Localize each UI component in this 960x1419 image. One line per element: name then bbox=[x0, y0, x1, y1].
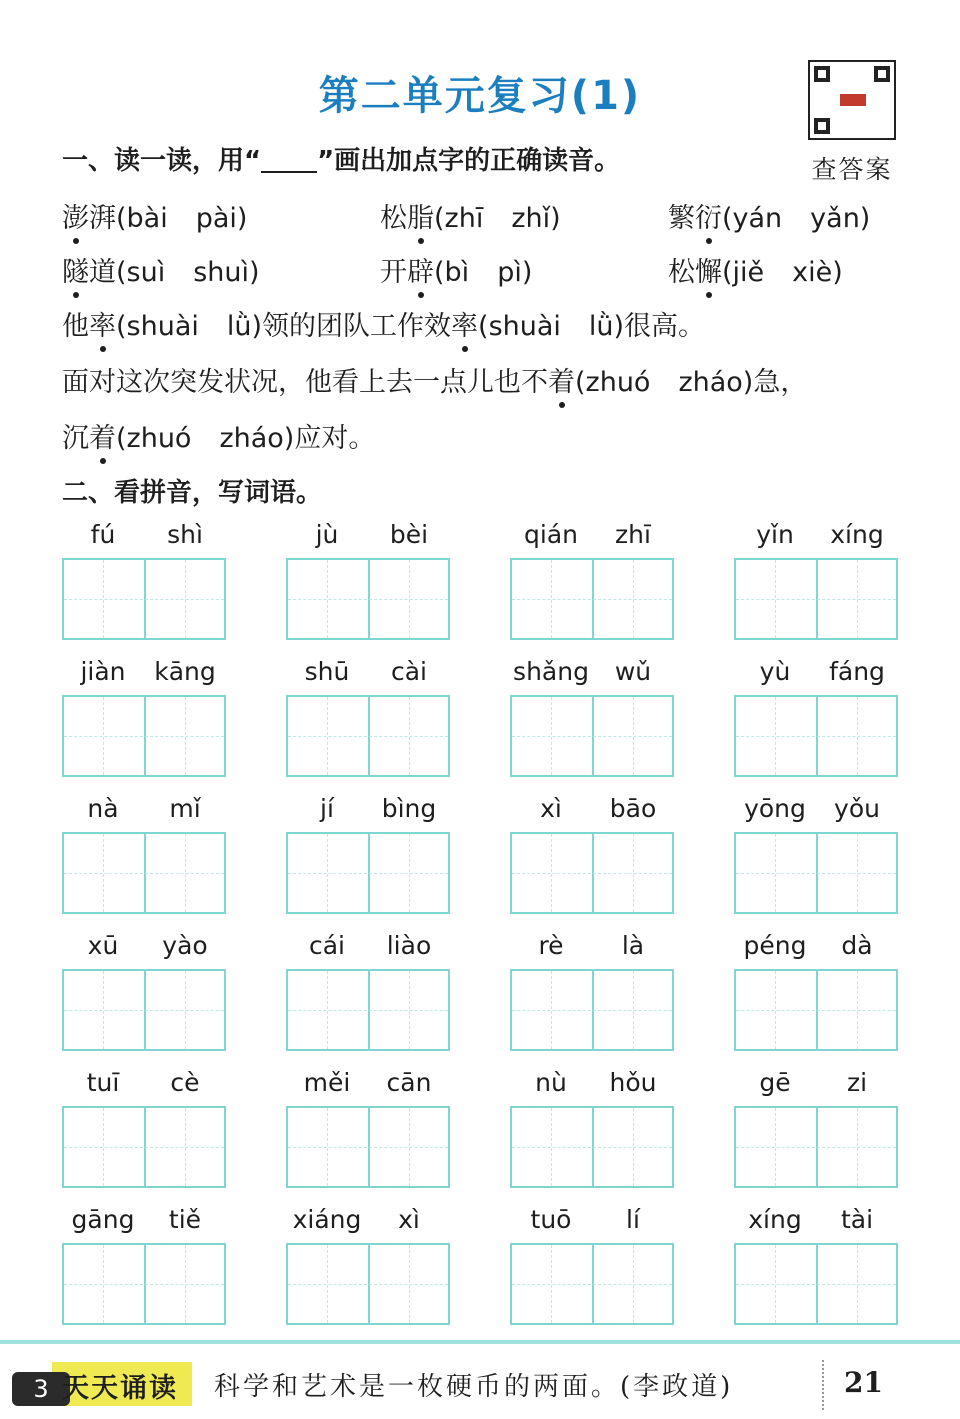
writing-boxes[interactable] bbox=[734, 558, 898, 640]
writing-boxes[interactable] bbox=[62, 695, 226, 777]
pinyin-syllable: wǔ bbox=[614, 657, 652, 686]
pinyin-syllable: gāng bbox=[71, 1205, 135, 1234]
writing-boxes[interactable] bbox=[286, 695, 450, 777]
word-item: 澎湃(bài pài) bbox=[62, 203, 248, 234]
pinyin-syllable: xū bbox=[87, 931, 119, 960]
pinyin-pair bbox=[510, 931, 674, 965]
pinyin-syllable: rè bbox=[538, 931, 564, 960]
daily-quote: 科学和艺术是一枚硬币的两面。(李政道) bbox=[214, 1372, 734, 1402]
page-number: 21 bbox=[844, 1366, 883, 1399]
pinyin-pair bbox=[62, 931, 226, 965]
word-item: 隧道(suì shuì) bbox=[62, 257, 260, 288]
pinyin-pair bbox=[734, 520, 898, 554]
writing-boxes[interactable] bbox=[286, 832, 450, 914]
pinyin-syllable: nà bbox=[87, 794, 119, 823]
writing-boxes[interactable] bbox=[286, 1106, 450, 1188]
writing-boxes[interactable] bbox=[734, 832, 898, 914]
writing-boxes[interactable] bbox=[510, 832, 674, 914]
pinyin-syllable: xì bbox=[398, 1205, 420, 1234]
writing-boxes[interactable] bbox=[510, 969, 674, 1051]
pinyin-pair bbox=[286, 657, 450, 691]
pinyin-syllable: tài bbox=[840, 1205, 874, 1234]
daily-reading-tag: 天天诵读 bbox=[62, 1373, 178, 1404]
pinyin-syllable: qián bbox=[524, 520, 578, 549]
pinyin-syllable: fáng bbox=[829, 657, 885, 686]
section-2-heading: 二、看拼音，写词语。 bbox=[62, 478, 323, 508]
pinyin-pair bbox=[734, 1068, 898, 1102]
writing-boxes[interactable] bbox=[62, 558, 226, 640]
pinyin-syllable: bèi bbox=[389, 520, 429, 549]
pinyin-syllable: měi bbox=[303, 1068, 351, 1097]
pinyin-syllable: tuī bbox=[86, 1068, 120, 1097]
writing-boxes[interactable] bbox=[62, 1106, 226, 1188]
pinyin-syllable: yǐn bbox=[756, 520, 794, 549]
pinyin-syllable: tiě bbox=[168, 1205, 202, 1234]
pinyin-pair bbox=[734, 931, 898, 965]
pinyin-pair bbox=[510, 794, 674, 828]
pinyin-syllable: gē bbox=[759, 1068, 791, 1097]
word-item: 开辟(bì pì) bbox=[380, 257, 533, 288]
word-item: 松懈(jiě xiè) bbox=[668, 257, 843, 288]
pinyin-syllable: fú bbox=[90, 520, 116, 549]
pinyin-syllable: cái bbox=[308, 931, 345, 960]
pinyin-syllable: hǒu bbox=[609, 1068, 657, 1097]
pinyin-pair bbox=[286, 794, 450, 828]
pinyin-syllable: zi bbox=[846, 1068, 868, 1097]
underline-blank bbox=[261, 151, 317, 173]
writing-boxes[interactable] bbox=[62, 832, 226, 914]
pinyin-pair bbox=[734, 1205, 898, 1239]
pinyin-pair bbox=[510, 1205, 674, 1239]
pinyin-pair bbox=[510, 520, 674, 554]
pinyin-syllable: dà bbox=[841, 931, 873, 960]
writing-boxes[interactable] bbox=[510, 1106, 674, 1188]
pinyin-syllable: jí bbox=[320, 794, 334, 823]
pinyin-syllable: tuō bbox=[530, 1205, 572, 1234]
pinyin-pair bbox=[286, 1205, 450, 1239]
qr-code[interactable] bbox=[808, 60, 896, 140]
pinyin-pair bbox=[734, 657, 898, 691]
pinyin-syllable: xíng bbox=[830, 520, 884, 549]
sentence-line: 沉着(zhuó zháo)应对。 bbox=[62, 423, 376, 454]
writing-boxes[interactable] bbox=[734, 969, 898, 1051]
sentence-line: 面对这次突发状况，他看上去一点儿也不着(zhuó zháo)急， bbox=[62, 367, 808, 398]
pinyin-syllable: bìng bbox=[381, 794, 437, 823]
footer-divider bbox=[822, 1360, 824, 1410]
pinyin-syllable: shì bbox=[167, 520, 203, 549]
pinyin-pair bbox=[62, 657, 226, 691]
pinyin-syllable: lí bbox=[626, 1205, 640, 1234]
footer-rule bbox=[0, 1340, 960, 1344]
pinyin-syllable: mǐ bbox=[169, 794, 201, 823]
writing-boxes[interactable] bbox=[734, 1243, 898, 1325]
pinyin-pair bbox=[62, 1068, 226, 1102]
writing-boxes[interactable] bbox=[510, 695, 674, 777]
pinyin-syllable: xiáng bbox=[292, 1205, 362, 1234]
writing-boxes[interactable] bbox=[286, 969, 450, 1051]
pinyin-syllable: liào bbox=[386, 931, 432, 960]
pinyin-pair bbox=[286, 931, 450, 965]
page-badge: 3 bbox=[12, 1372, 70, 1406]
pinyin-syllable: là bbox=[621, 931, 645, 960]
qr-logo-icon bbox=[840, 94, 866, 106]
pinyin-pair bbox=[62, 520, 226, 554]
pinyin-syllable: jiàn bbox=[80, 657, 126, 686]
page-title: 第二单元复习(1) bbox=[318, 73, 642, 119]
writing-boxes[interactable] bbox=[734, 695, 898, 777]
word-item: 松脂(zhī zhǐ) bbox=[380, 203, 561, 234]
sentence-line: 他率(shuài lǜ)领的团队工作效率(shuài lǜ)很高。 bbox=[62, 311, 706, 342]
pinyin-pair bbox=[510, 657, 674, 691]
pinyin-syllable: shū bbox=[304, 657, 350, 686]
pinyin-pair bbox=[734, 794, 898, 828]
writing-boxes[interactable] bbox=[286, 558, 450, 640]
pinyin-syllable: péng bbox=[743, 931, 807, 960]
pinyin-syllable: shǎng bbox=[513, 657, 589, 686]
pinyin-pair bbox=[286, 1068, 450, 1102]
writing-boxes[interactable] bbox=[286, 1243, 450, 1325]
pinyin-syllable: zhī bbox=[615, 520, 651, 549]
pinyin-pair bbox=[510, 1068, 674, 1102]
pinyin-syllable: cè bbox=[170, 1068, 200, 1097]
pinyin-syllable: cān bbox=[386, 1068, 432, 1097]
pinyin-syllable: cài bbox=[390, 657, 427, 686]
writing-boxes[interactable] bbox=[62, 1243, 226, 1325]
writing-boxes[interactable] bbox=[510, 1243, 674, 1325]
pinyin-syllable: yào bbox=[162, 931, 208, 960]
pinyin-syllable: yǒu bbox=[834, 794, 880, 823]
pinyin-pair bbox=[62, 794, 226, 828]
pinyin-pair bbox=[286, 520, 450, 554]
pinyin-syllable: yōng bbox=[744, 794, 806, 823]
pinyin-syllable: jù bbox=[315, 520, 339, 549]
section-1-heading: 一、读一读，用“ ”画出加点字的正确读音。 bbox=[62, 146, 621, 176]
answer-link[interactable]: 查答案 bbox=[811, 155, 893, 184]
writing-boxes[interactable] bbox=[734, 1106, 898, 1188]
pinyin-syllable: yù bbox=[759, 657, 791, 686]
pinyin-syllable: xì bbox=[540, 794, 562, 823]
pinyin-syllable: kāng bbox=[154, 657, 216, 686]
pinyin-syllable: xíng bbox=[748, 1205, 802, 1234]
writing-boxes[interactable] bbox=[62, 969, 226, 1051]
pinyin-pair bbox=[62, 1205, 226, 1239]
writing-boxes[interactable] bbox=[510, 558, 674, 640]
pinyin-syllable: bāo bbox=[609, 794, 657, 823]
pinyin-syllable: nù bbox=[535, 1068, 567, 1097]
word-item: 繁衍(yán yǎn) bbox=[668, 203, 871, 234]
